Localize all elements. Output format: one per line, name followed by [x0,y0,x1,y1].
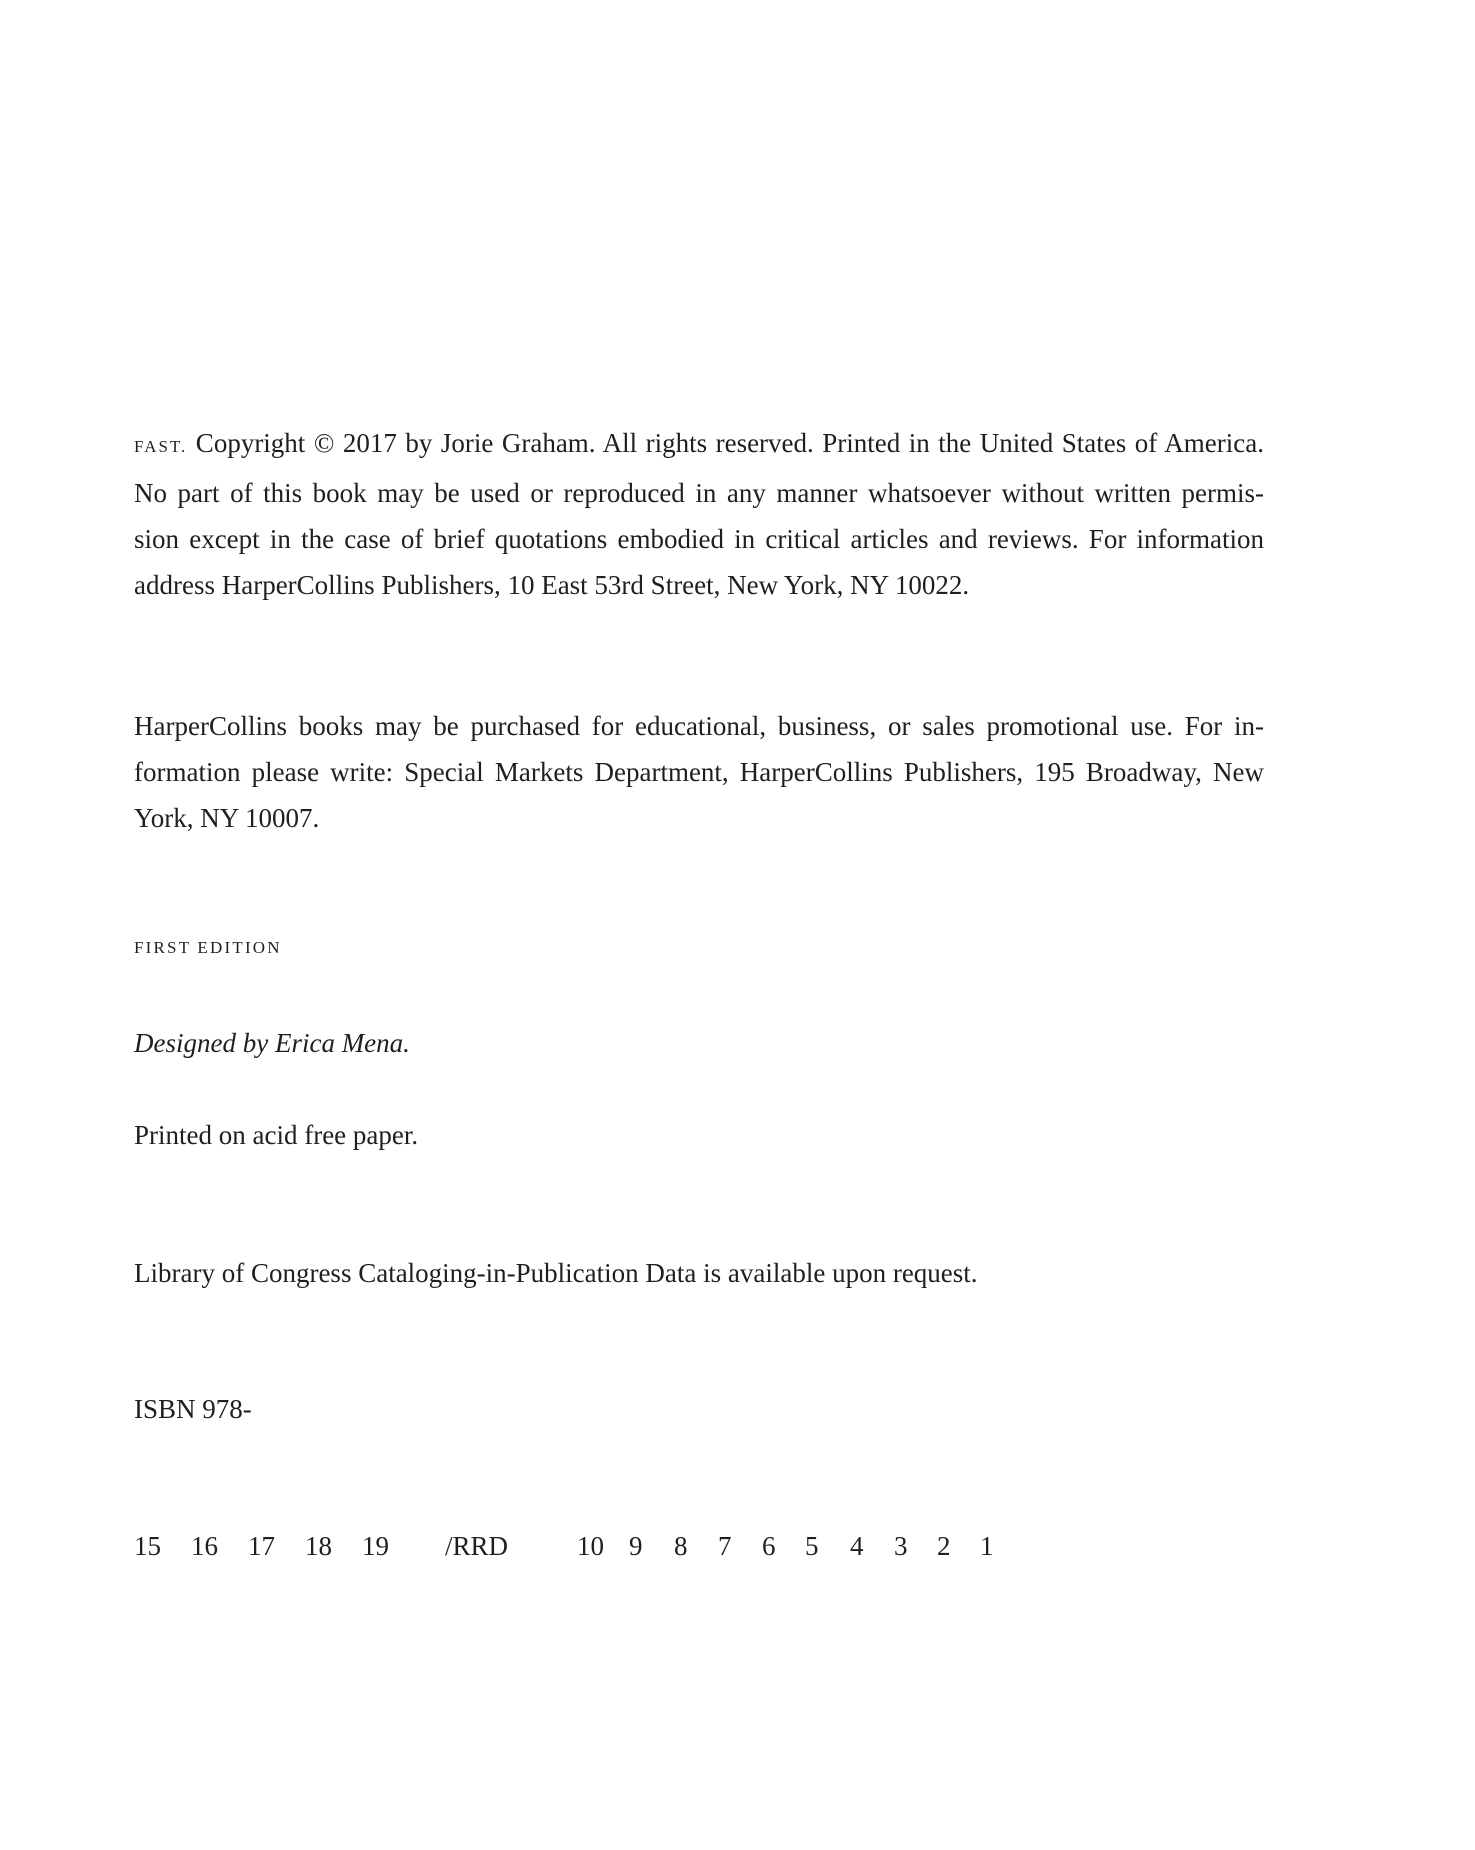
printline-year: 15 [134,1531,161,1561]
special-markets-paragraph [134,703,1264,841]
designer-credit: Designed by Erica Mena. [134,1028,410,1058]
printline-number: 1 [980,1531,994,1561]
printline-year: 17 [248,1531,275,1561]
printline-number: 6 [762,1531,776,1561]
copyright-line-1-text: Copyright © 2017 by Jorie Graham. All rights reserved. Printed in the United States of America. [187,428,1264,458]
isbn: ISBN 978- [134,1394,252,1424]
copyright-line-4: address HarperCollins Publishers, 10 East 53rd Street, New York, NY 10022. [134,570,970,600]
printline-number: 3 [894,1531,908,1561]
printer-key-line [134,1523,1034,1569]
edition-label: FIRST EDITION [134,938,282,957]
printline-year: 16 [191,1531,218,1561]
book-title-smallcaps: FAST. [134,437,188,456]
printline-number: 4 [850,1531,864,1561]
printline-year: 18 [305,1531,332,1561]
copyright-line-1 [134,420,1264,470]
copyright-line-2: No part of this book may be used or reproduced in any manner whatsoever without written permis- [134,478,1264,508]
printline-number: 7 [718,1531,732,1561]
printline-number: 9 [629,1531,643,1561]
printline-number: 5 [805,1531,819,1561]
copyright-page [134,0,1264,1850]
copyright-line-3: sion except in the case of brief quotations embodied in critical articles and reviews. For information [134,524,1264,554]
printline-number: 2 [937,1531,951,1561]
copyright-paragraph [134,420,1264,608]
printline-year: 19 [362,1531,389,1561]
paper-note: Printed on acid free paper. [134,1120,419,1150]
printline-number: 8 [674,1531,688,1561]
special-markets-line-2: formation please write: Special Markets Department, HarperCollins Publishers, 195 Broadway, New [134,757,1264,787]
printline-number: 10 [577,1531,604,1561]
printline-printer: /RRD [445,1531,509,1561]
special-markets-line-1: HarperCollins books may be purchased for educational, business, or sales promotional use. For in- [134,711,1264,741]
special-markets-line-3: York, NY 10007. [134,803,320,833]
cip-note: Library of Congress Cataloging-in-Publication Data is available upon request. [134,1258,978,1288]
